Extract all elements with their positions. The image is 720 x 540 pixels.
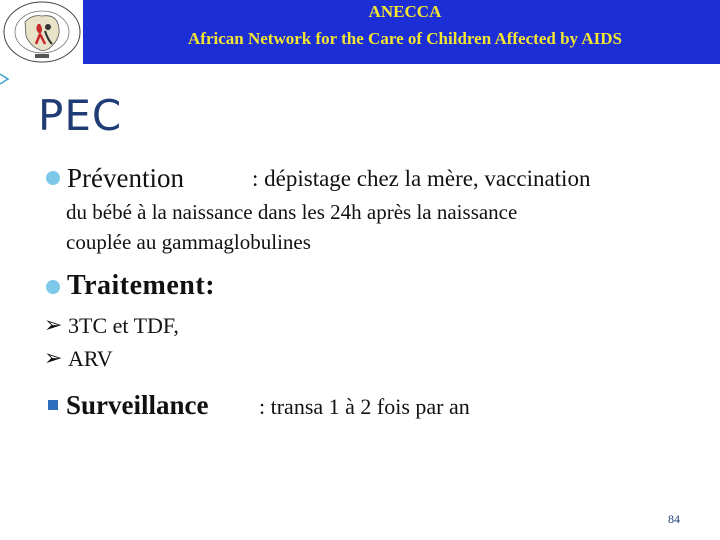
sub-item: ARV: [68, 346, 113, 371]
square-bullet-icon: [48, 400, 58, 410]
round-bullet-icon: [46, 280, 60, 294]
page-number: 84: [668, 512, 680, 526]
bullet-term: Prévention: [67, 163, 184, 193]
slide-title: PEC: [38, 91, 123, 140]
bullet-term: Surveillance: [66, 390, 209, 420]
header-subtitle: African Network for the Care of Children Affected by AIDS: [188, 29, 622, 48]
anecca-logo: [0, 0, 83, 64]
bullet-continuation-line: du bébé à la naissance dans les 24h après la naissance: [66, 200, 518, 224]
arrow-bullet-icon: ➢: [44, 346, 63, 371]
header-org-name: ANECCA: [368, 2, 442, 21]
bullet-continuation-line: couplée au gammaglobulines: [66, 230, 311, 254]
slide-edge-mark: [0, 72, 10, 86]
header-banner: [0, 0, 720, 64]
round-bullet-icon: [46, 171, 60, 185]
sub-item: 3TC et TDF,: [68, 313, 179, 338]
bullet-term: Traitement:: [67, 270, 216, 301]
bullet-text: : dépistage chez la mère, vaccination: [252, 166, 591, 191]
arrow-bullet-icon: ➢: [44, 313, 63, 338]
bullet-text: : transa 1 à 2 fois par an: [259, 394, 470, 419]
